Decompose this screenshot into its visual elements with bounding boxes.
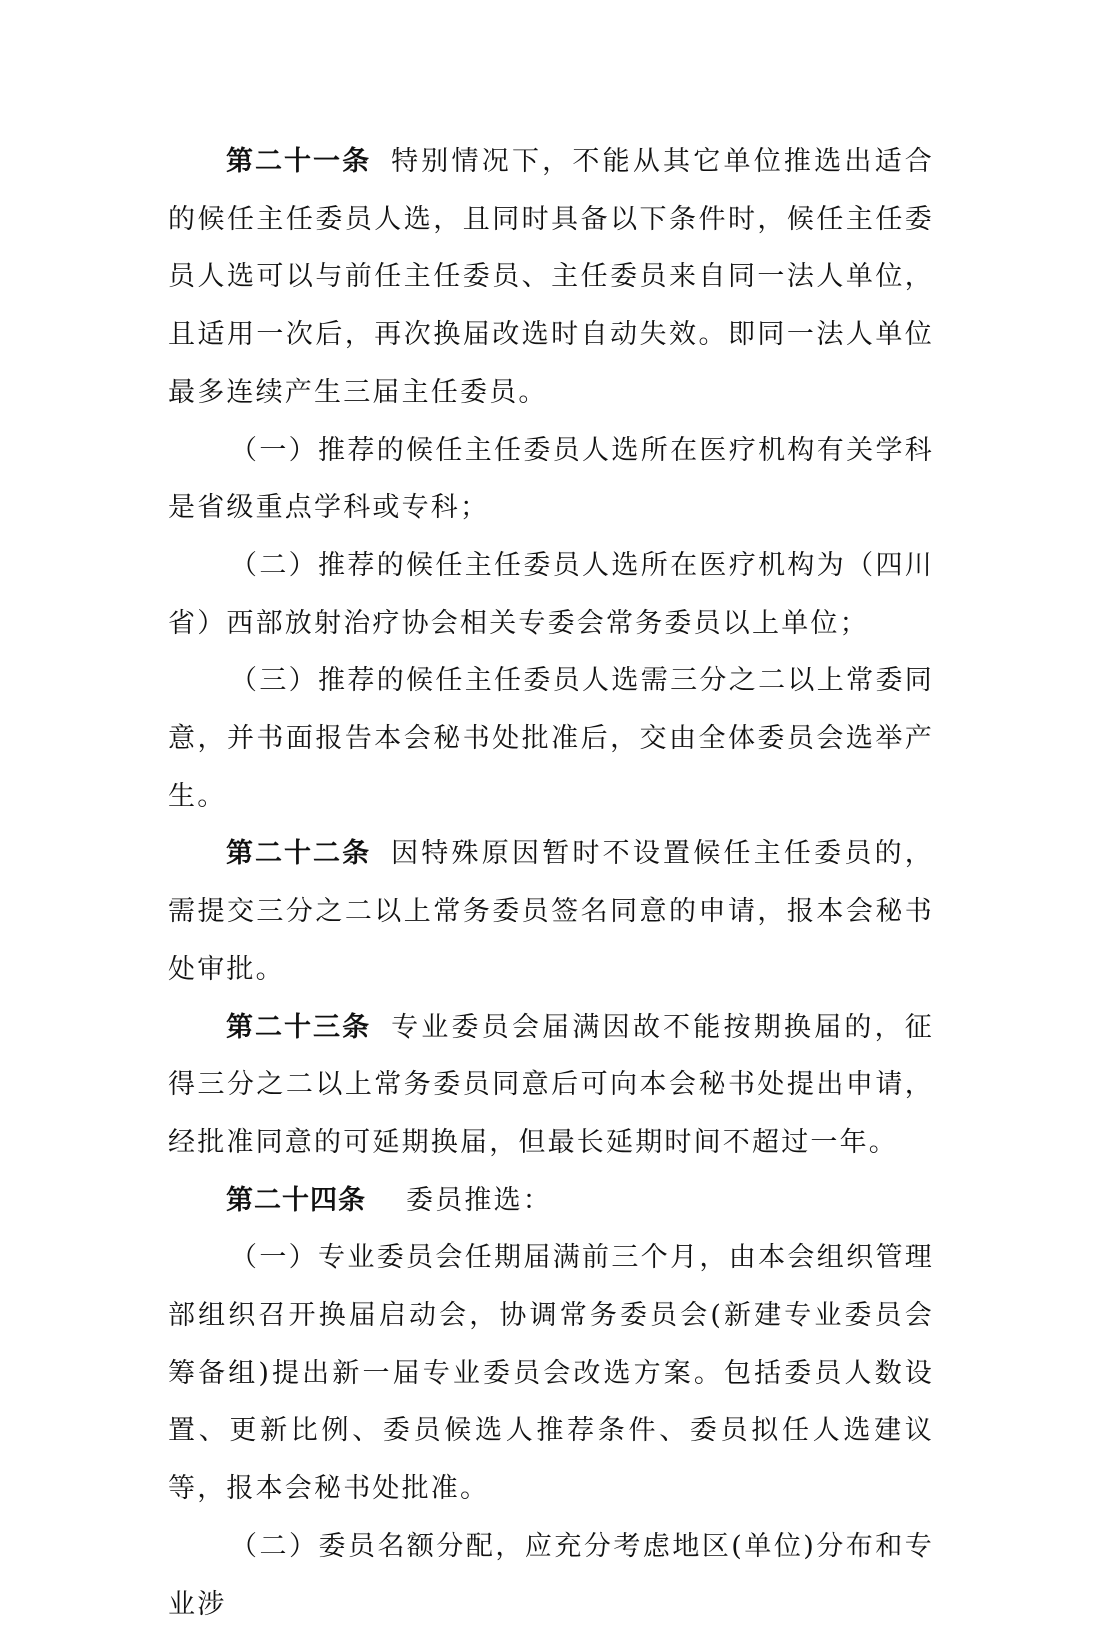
- article-21-body: 特别情况下，不能从其它单位推选出适合的候任主任委员人选，且同时具备以下条件时，候任主任委员人选可以与前任主任委员、主任委员来自同一法人单位，且适用一次后，再次换届改选时自动失效。即同一法人单位最多连续产生三届主任委员。: [168, 146, 934, 408]
- document-body: [168, 133, 934, 1633]
- article-24: [168, 1172, 934, 1230]
- article-24-body: 委员推选：: [406, 1184, 552, 1216]
- article-23-body: 专业委员会届满因故不能按期换届的，征得三分之二以上常务委员同意后可向本会秘书处提出申请，经批准同意的可延期换届，但最长延期时间不超过一年。: [168, 1011, 934, 1158]
- article-22-body: 因特殊原因暂时不设置候任主任委员的，需提交三分之二以上常务委员签名同意的申请，报本会秘书处审批。: [168, 838, 934, 985]
- article-24-item-2: （二）委员名额分配，应充分考虑地区(单位)分布和专业涉: [168, 1530, 934, 1620]
- article-21-item-2: （二）推荐的候任主任委员人选所在医疗机构为（四川省）西部放射治疗协会相关专委会常务委员以上单位；: [168, 549, 934, 639]
- article-22: [168, 825, 934, 998]
- article-24-heading: 第二十四条: [226, 1184, 366, 1216]
- article-21-heading: 第二十一条: [226, 146, 372, 177]
- article-21-item-1: （一）推荐的候任主任委员人选所在医疗机构有关学科是省级重点学科或专科；: [168, 434, 934, 524]
- article-23: [168, 999, 934, 1172]
- article-24-item-1: （一）专业委员会任期届满前三个月，由本会组织管理部组织召开换届启动会，协调常务委员会(新建专业委员会筹备组)提出新一届专业委员会改选方案。包括委员人数设置、更新比例、委员候选人推荐条件、委员拟任人选建议等，报本会秘书处批准。: [168, 1242, 934, 1505]
- article-21: [168, 133, 934, 422]
- article-22-heading: 第二十二条: [226, 838, 372, 870]
- article-23-heading: 第二十三条: [226, 1011, 372, 1043]
- article-21-item-3: （三）推荐的候任主任委员人选需三分之二以上常委同意，并书面报告本会秘书处批准后，交由全体委员会选举产生。: [168, 665, 934, 812]
